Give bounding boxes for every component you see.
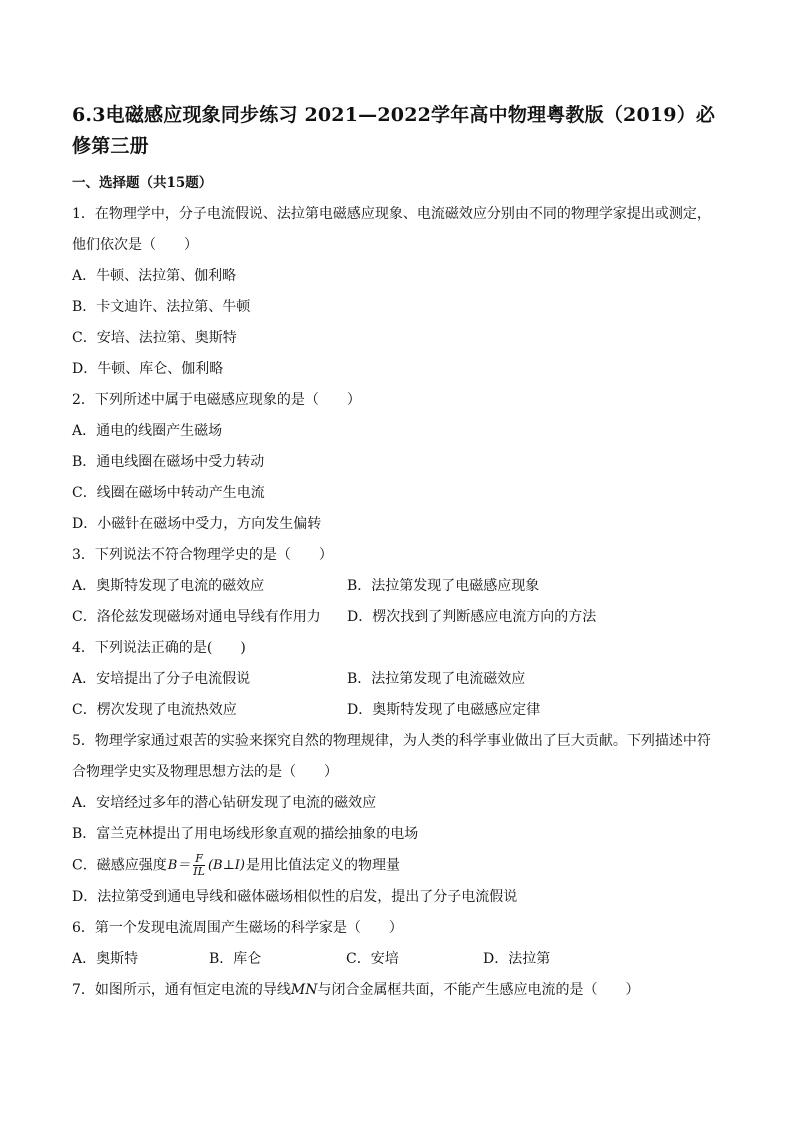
option-d: D．小磁针在磁场中受力，方向发生偏转 (72, 516, 322, 532)
question-stem: 4．下列说法正确的是( ) (72, 640, 246, 656)
formula-numerator: F (195, 852, 203, 865)
formula-lhs: B＝ (167, 858, 191, 873)
option-row (72, 664, 722, 695)
option-c: C．洛伦兹发现磁场对通电导线有作用力 (72, 609, 321, 625)
question-1 (72, 199, 722, 385)
option-d: D．奥斯特发现了电磁感应定律 (347, 702, 541, 718)
magnetic-induction-formula (168, 850, 245, 881)
question-5 (72, 726, 722, 913)
option-c: C．安培 (346, 950, 399, 967)
option-a: A．奥斯特发现了电流的磁效应 (72, 578, 265, 594)
option-row (72, 944, 722, 975)
question-stem-suffix: 与闭合金属框共面，不能产生感应电流的是（ ） (317, 981, 640, 998)
formula-denominator: IL (193, 865, 205, 878)
question-stem-prefix: 7．如图所示，通有恒定电流的导线 (72, 981, 291, 998)
option-row (72, 571, 722, 602)
option-a: A．安培经过多年的潜心钻研发现了电流的磁效应 (72, 795, 377, 811)
question-stem: 2．下列所述中属于电磁感应现象的是（ ） (72, 392, 361, 408)
question-2 (72, 385, 722, 540)
formula-condition: (B⊥I) (207, 858, 245, 873)
option-b: B．卡文迪许、法拉第、牛顿 (72, 299, 251, 315)
question-stem: 6．第一个发现电流周围产生磁场的科学家是（ ） (72, 919, 403, 936)
formula-fraction (191, 853, 207, 878)
question-stem: 5．物理学家通过艰苦的实验来探究自然的物理规律，为人类的科学事业做出了巨大贡献。下列描述中符合物理学史实及物理思想方法的是（ ） (72, 733, 711, 780)
option-d: D．法拉第受到通电导线和磁体磁场相似性的启发，提出了分子电流假说 (72, 888, 518, 905)
option-row (72, 695, 722, 726)
option-a: A．牛顿、法拉第、伽利略 (72, 268, 237, 284)
option-a: A．通电的线圈产生磁场 (72, 423, 223, 439)
option-c: C．安培、法拉第、奥斯特 (72, 330, 237, 346)
option-b: B．库仑 (209, 950, 262, 967)
question-stem: 1．在物理学中，分子电流假说、法拉第电磁感应现象、电流磁效应分别由不同的物理学家提出或测定，他们依次是（ ） (72, 206, 711, 253)
option-b: B．通电线圈在磁场中受力转动 (72, 454, 265, 470)
option-c: C．楞次发现了电流热效应 (72, 702, 237, 718)
option-d: D．牛顿、库仑、伽利略 (72, 361, 224, 377)
question-stem: 3．下列说法不符合物理学史的是（ ） (72, 547, 333, 563)
question-4 (72, 633, 722, 726)
question-7 (72, 975, 722, 1006)
section-heading: 一、选择题（共15题） (72, 175, 213, 191)
option-c: C．线圈在磁场中转动产生电流 (72, 485, 265, 501)
question-stem (72, 975, 722, 1006)
option-row (72, 602, 722, 633)
option-a: A．安培提出了分子电流假说 (72, 671, 251, 687)
option-c (72, 850, 722, 882)
question-3 (72, 540, 722, 633)
question-6 (72, 913, 722, 975)
option-a: A．奥斯特 (72, 950, 139, 967)
option-d: D．法拉第 (483, 950, 551, 967)
document-title: 6.3电磁感应现象同步练习 2021—2022学年高中物理粤教版（2019）必修第三册 (72, 104, 716, 157)
option-b: B．富兰克林提出了用电场线形象直观的描绘抽象的电场 (72, 826, 419, 842)
option-b: B．法拉第发现了电流磁效应 (347, 671, 526, 687)
option-c-text: C．磁感应强度 (72, 857, 167, 874)
document-page (72, 100, 722, 1006)
option-c-suffix: 是用比值法定义的物理量 (246, 857, 400, 874)
wire-label: MN (290, 981, 318, 998)
option-d: D．楞次找到了判断感应电流方向的方法 (347, 609, 597, 625)
option-b: B．法拉第发现了电磁感应现象 (347, 578, 540, 594)
